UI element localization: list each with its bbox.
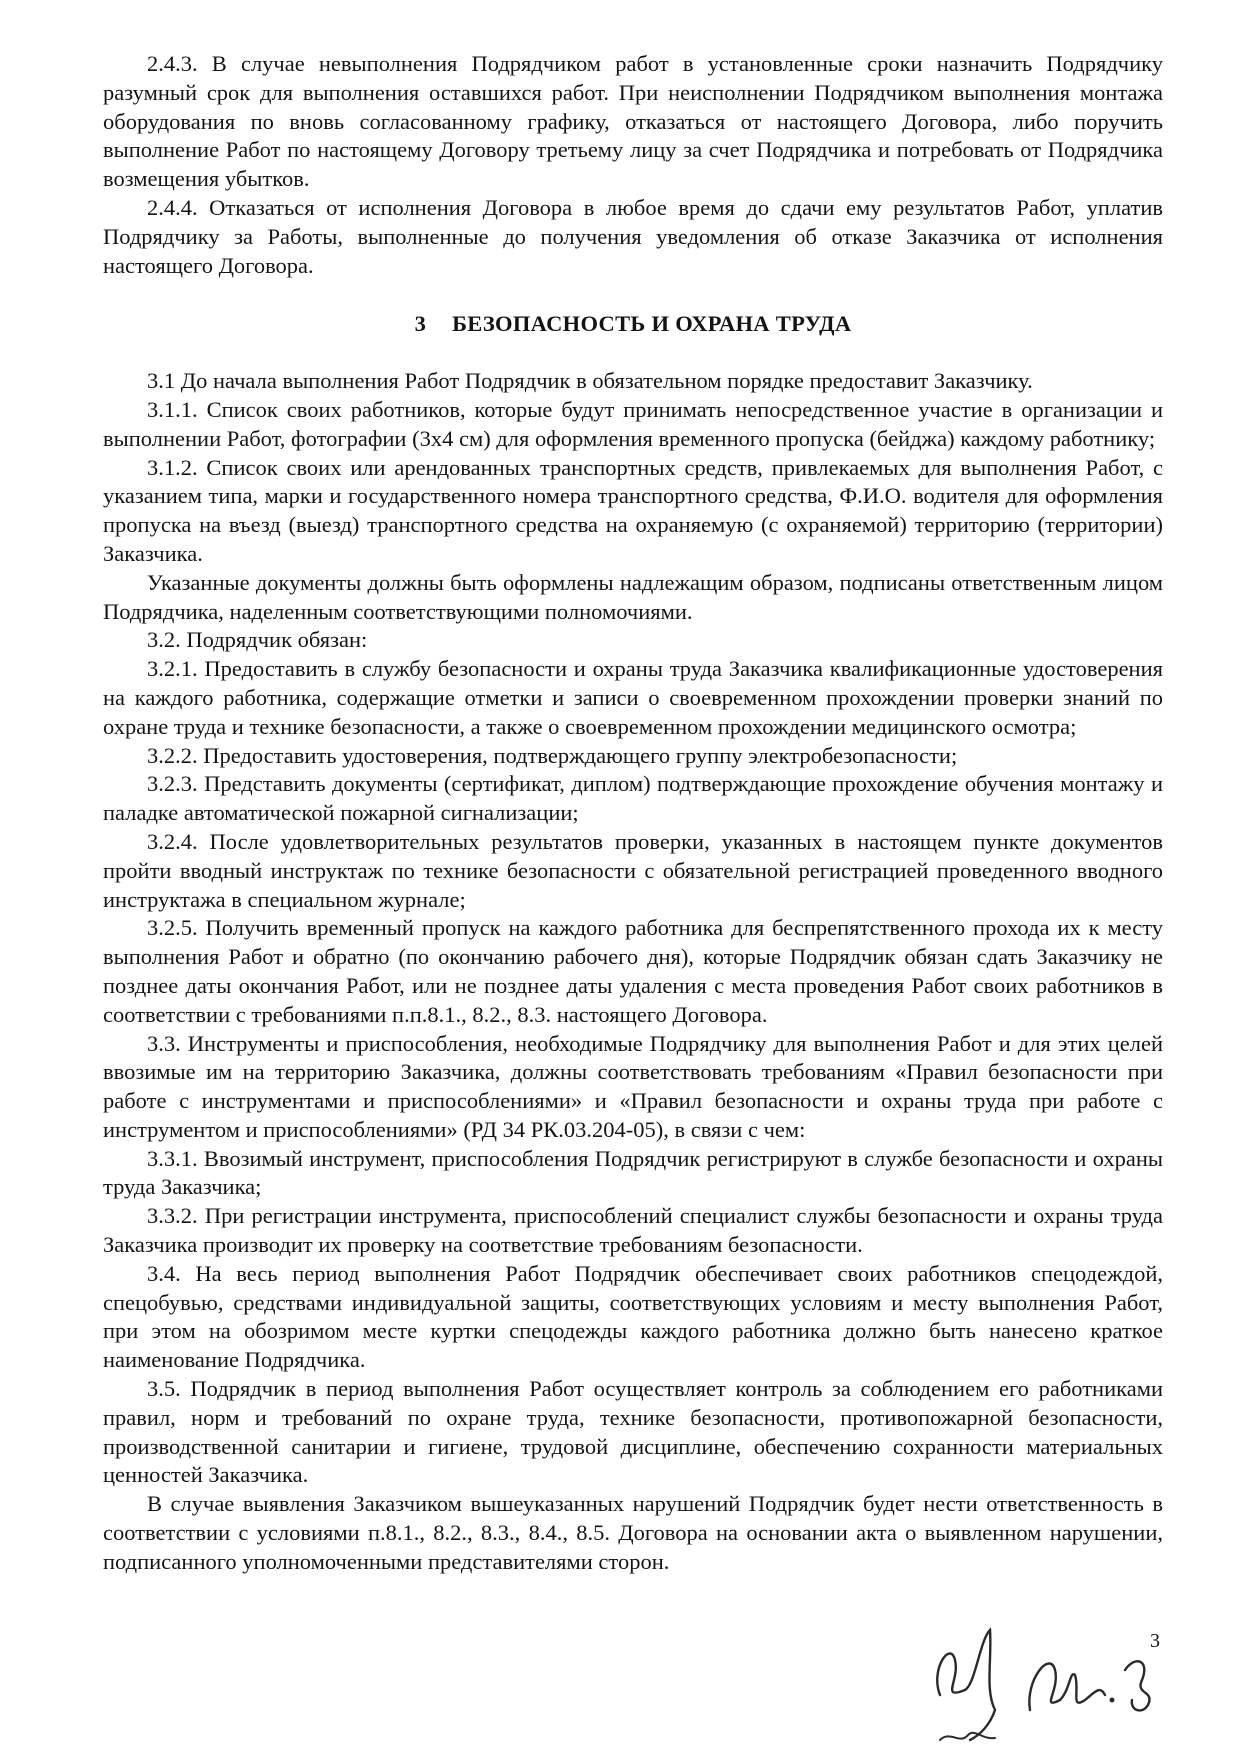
page-number: 3	[1150, 1630, 1160, 1652]
handwritten-signatures	[920, 1600, 1180, 1750]
paragraph-3-5: 3.5. Подрядчик в период выполнения Работ осуществляет контроль за соблюдением его работниками правил, норм и требований по охране труда, технике безопасности, противопожарной безопасности, производственной санитарии и гигиене, трудовой дисциплине, обеспечению сохранности материальных ценностей Заказчика.	[103, 1376, 1163, 1488]
signature-mark-2	[940, 1733, 995, 1740]
paragraph-3-2-5: 3.2.5. Получить временный пропуск на каждого работника для беспрепятственного прохода их к месту выполнения Работ и обратно (по окончанию рабочего дня), которые Подрядчик обязан сдать Заказчику не позднее даты окончания Работ, или не позднее даты удаления с места проведения Работ своих работников в соответствии с требованиями п.п.8.1., 8.2., 8.3. настоящего Договора.	[103, 915, 1163, 1027]
document-page	[103, 50, 1163, 1577]
section-title: БЕЗОПАСНОСТЬ И ОХРАНА ТРУДА	[452, 311, 852, 337]
paragraph-3-2-3: 3.2.3. Представить документы (сертификат, диплом) подтверждающие прохождение обучения монтажу и паладке автоматической пожарной сигнализации;	[103, 771, 1163, 826]
signature-mark-1	[937, 1630, 995, 1740]
paragraph-documents-note: Указанные документы должны быть оформлены надлежащим образом, подписаны ответственным лицом Подрядчика, наделенным соответствующими полномочиями.	[103, 569, 1163, 624]
paragraph-3-1-1: 3.1.1. Список своих работников, которые будут принимать непосредственное участие в организации и выполнении Работ, фотографии (3х4 см) для оформления временного пропуска (бейджа) каждому работнику;	[103, 396, 1163, 451]
paragraph-3-3-2: 3.3.2. При регистрации инструмента, приспособлений специалист службы безопасности и охраны труда Заказчика производит их проверку на соответствие требованиям безопасности.	[103, 1203, 1163, 1258]
paragraph-violations: В случае выявления Заказчиком вышеуказанных нарушений Подрядчик будет нести ответственность в соответствии с условиями п.8.1., 8.2., 8.3., 8.4., 8.5. Договора на основании акта о выявленном нарушении, подписанного уполномоченными представителями сторон.	[103, 1491, 1163, 1574]
paragraph-3-1: 3.1 До начала выполнения Работ Подрядчик в обязательном порядке предоставит Заказчику.	[147, 368, 1033, 394]
paragraph-3-2-1: 3.2.1. Предоставить в службу безопасности и охраны труда Заказчика квалификационные удостоверения на каждого работника, содержащие отметки и записи о своевременном прохождении проверки знаний по охране труда и технике безопасности, а также о своевременном прохождении медицинского осмотра;	[103, 656, 1163, 739]
paragraph-3-1-2: 3.1.2. Список своих или арендованных транспортных средств, привлекаемых для выполнения Работ, с указанием типа, марки и государственного номера транспортного средства, Ф.И.О. водителя для оформления пропуска на въезд (выезд) транспортного средства на охраняемую (с охраняемой) территорию (территории) Заказчика.	[103, 454, 1163, 566]
signature-dot	[1110, 1698, 1115, 1703]
paragraph-3-3-1: 3.3.1. Ввозимый инструмент, приспособления Подрядчик регистрируют в службе безопасности и охраны труда Заказчика;	[103, 1145, 1163, 1200]
paragraph-3-2-4: 3.2.4. После удовлетворительных результатов проверки, указанных в настоящем пункте документов пройти вводный инструктаж по технике безопасности с обязательной регистрацией проведенного вводного инструктажа в специальном журнале;	[103, 828, 1163, 912]
paragraph-3-3: 3.3. Инструменты и приспособления, необходимые Подрядчику для выполнения Работ и для этих целей ввозимые им на территорию Заказчика, должны соответствовать требованиям «Правил безопасности при работе с инструментами и приспособлениями» и «Правил безопасности и охраны труда при работе с инструментом и приспособлениями» (РД 34 РК.03.204-05), в связи с чем:	[103, 1030, 1163, 1142]
paragraph-2-4-3: 2.4.3. В случае невыполнения Подрядчиком работ в установленные сроки назначить Подрядчику разумный срок для выполнения оставшихся работ. При неисполнении Подрядчиком выполнения монтажа оборудования по вновь согласованному графику, отказаться от настоящего Договора, либо поручить выполнение Работ по настоящему Договору третьему лицу за счет Подрядчика и потребовать от Подрядчика возмещения убытков.	[103, 51, 1163, 192]
paragraph-3-2: 3.2. Подрядчик обязан:	[147, 627, 368, 653]
signature-mark-3	[1029, 1664, 1105, 1710]
section-number: 3	[414, 311, 427, 337]
section-heading	[103, 310, 1163, 339]
paragraph-3-4: 3.4. На весь период выполнения Работ Подрядчик обеспечивает своих работников спецодеждой, спецобувью, средствами индивидуальной защиты, соответствующих условиям и месту выполнения Работ, при этом на обозримом месте куртки спецодежды каждого работника должно быть нанесено краткое наименование Подрядчика.	[103, 1260, 1163, 1373]
paragraph-3-2-2: 3.2.2. Предоставить удостоверения, подтверждающего группу электробезопасности;	[147, 742, 958, 768]
paragraph-2-4-4: 2.4.4. Отказаться от исполнения Договора в любое время до сдачи ему результатов Работ, уплатив Подрядчику за Работы, выполненные до получения уведомления об отказе Заказчика от исполнения настоящего Договора.	[103, 194, 1163, 278]
signature-mark-4	[1125, 1661, 1150, 1710]
